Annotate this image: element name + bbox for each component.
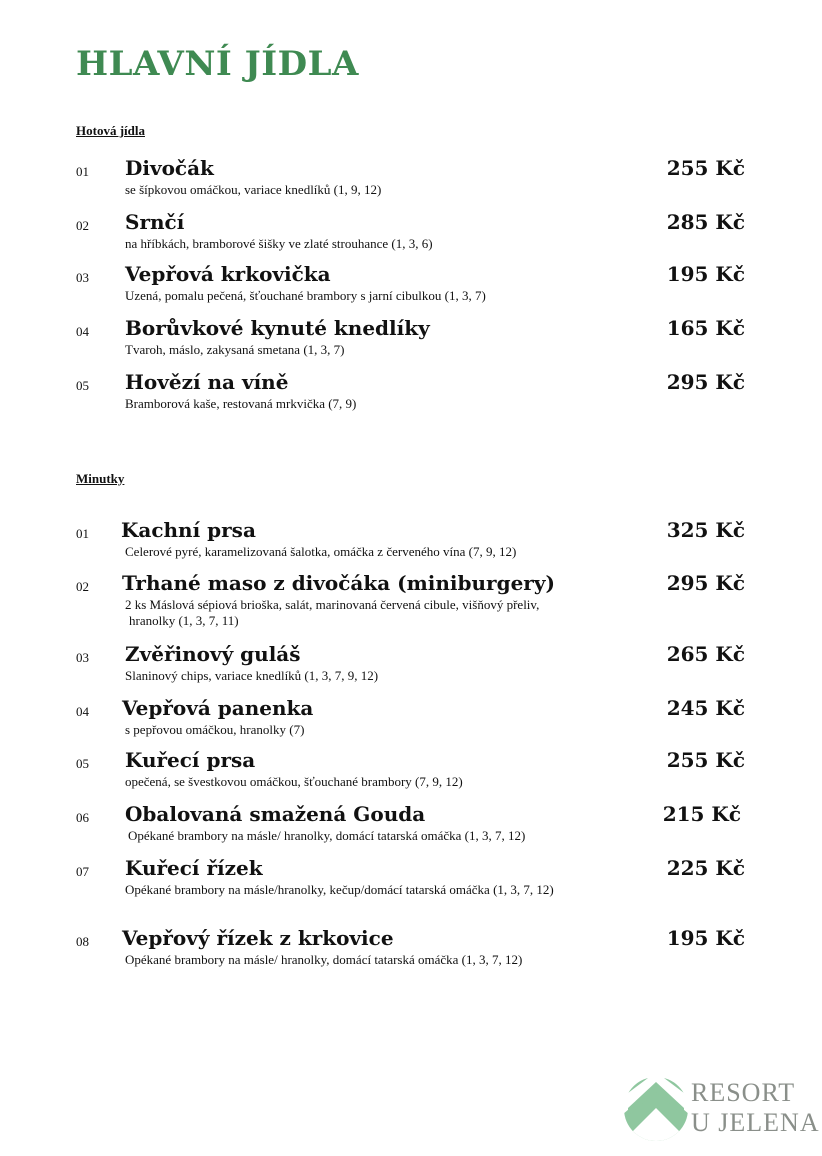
item-price: 195 Kč: [666, 262, 745, 286]
item-price: 225 Kč: [666, 856, 745, 880]
item-price: 255 Kč: [666, 156, 745, 180]
item-number: 01: [76, 526, 89, 541]
item-description: Tvaroh, máslo, zakysaná smetana (1, 3, 7): [125, 342, 345, 357]
item-number: 04: [76, 704, 89, 719]
item-description: s pepřovou omáčkou, hranolky (7): [125, 722, 305, 737]
item-name: Vepřový řízek z krkovice: [122, 926, 394, 950]
item-description-line2: hranolky (1, 3, 7, 11): [129, 613, 239, 628]
item-name: Zvěřinový guláš: [125, 642, 301, 666]
item-description: opečená, se švestkovou omáčkou, šťouchané brambory (7, 9, 12): [125, 774, 463, 789]
item-description: Opékané brambory na másle/hranolky, kečup/domácí tatarská omáčka (1, 3, 7, 12): [125, 882, 554, 897]
item-number: 03: [76, 650, 89, 665]
mountain-logo-icon: [622, 1076, 690, 1142]
item-number: 03: [76, 270, 89, 285]
item-number: 04: [76, 324, 89, 339]
item-name: Vepřová krkovička: [125, 262, 331, 286]
section-heading-hotova-jidla: Hotová jídla: [76, 123, 145, 138]
item-price: 285 Kč: [666, 210, 745, 234]
item-name: Obalovaná smažená Gouda: [125, 802, 426, 826]
item-number: 06: [76, 810, 89, 825]
item-number: 05: [76, 756, 89, 771]
item-description: Opékané brambory na másle/ hranolky, domácí tatarská omáčka (1, 3, 7, 12): [128, 828, 526, 843]
item-description: na hříbkách, bramborové šišky ve zlaté strouhance (1, 3, 6): [125, 236, 433, 251]
logo-text-line1: RESORT: [691, 1078, 796, 1107]
item-number: 08: [76, 934, 89, 949]
item-price: 295 Kč: [666, 370, 745, 394]
item-price: 265 Kč: [666, 642, 745, 666]
item-name: Borůvkové kynuté knedlíky: [125, 316, 430, 340]
item-price: 245 Kč: [666, 696, 745, 720]
item-price: 295 Kč: [666, 571, 745, 595]
item-price: 325 Kč: [666, 518, 745, 542]
item-price: 255 Kč: [666, 748, 745, 772]
item-name: Kuřecí prsa: [125, 748, 256, 772]
item-description: 2 ks Máslová sépiová brioška, salát, marinovaná červená cibule, višňový přeliv,: [125, 597, 540, 612]
item-number: 02: [76, 218, 89, 233]
item-description: Slaninový chips, variace knedlíků (1, 3, 7, 9, 12): [125, 668, 379, 683]
item-description: Uzená, pomalu pečená, šťouchané brambory s jarní cibulkou (1, 3, 7): [125, 288, 486, 303]
item-number: 07: [76, 864, 89, 879]
item-description: se šípkovou omáčkou, variace knedlíků (1, 9, 12): [125, 182, 382, 197]
section-heading-minutky: Minutky: [76, 471, 125, 486]
item-description: Celerové pyré, karamelizovaná šalotka, omáčka z červeného vína (7, 9, 12): [125, 544, 517, 559]
item-name: Vepřová panenka: [122, 696, 314, 720]
item-name: Srnčí: [125, 210, 185, 234]
logo-text-line2: U JELENA: [691, 1108, 820, 1137]
page-title: HLAVNÍ JÍDLA: [76, 44, 359, 84]
item-number: 01: [76, 164, 89, 179]
item-name: Divočák: [125, 156, 214, 180]
item-price: 165 Kč: [666, 316, 745, 340]
item-name: Kuřecí řízek: [125, 856, 263, 880]
item-number: 05: [76, 378, 89, 393]
resort-logo: [622, 1076, 820, 1142]
item-name: Trhané maso z divočáka (miniburgery): [122, 571, 555, 595]
item-price: 195 Kč: [666, 926, 745, 950]
item-name: Hovězí na víně: [125, 370, 289, 394]
item-price: 215 Kč: [662, 802, 741, 826]
item-description: Bramborová kaše, restovaná mrkvička (7, 9): [125, 396, 357, 411]
item-name: Kachní prsa: [121, 518, 256, 542]
item-number: 02: [76, 579, 89, 594]
item-description: Opékané brambory na másle/ hranolky, domácí tatarská omáčka (1, 3, 7, 12): [125, 952, 523, 967]
